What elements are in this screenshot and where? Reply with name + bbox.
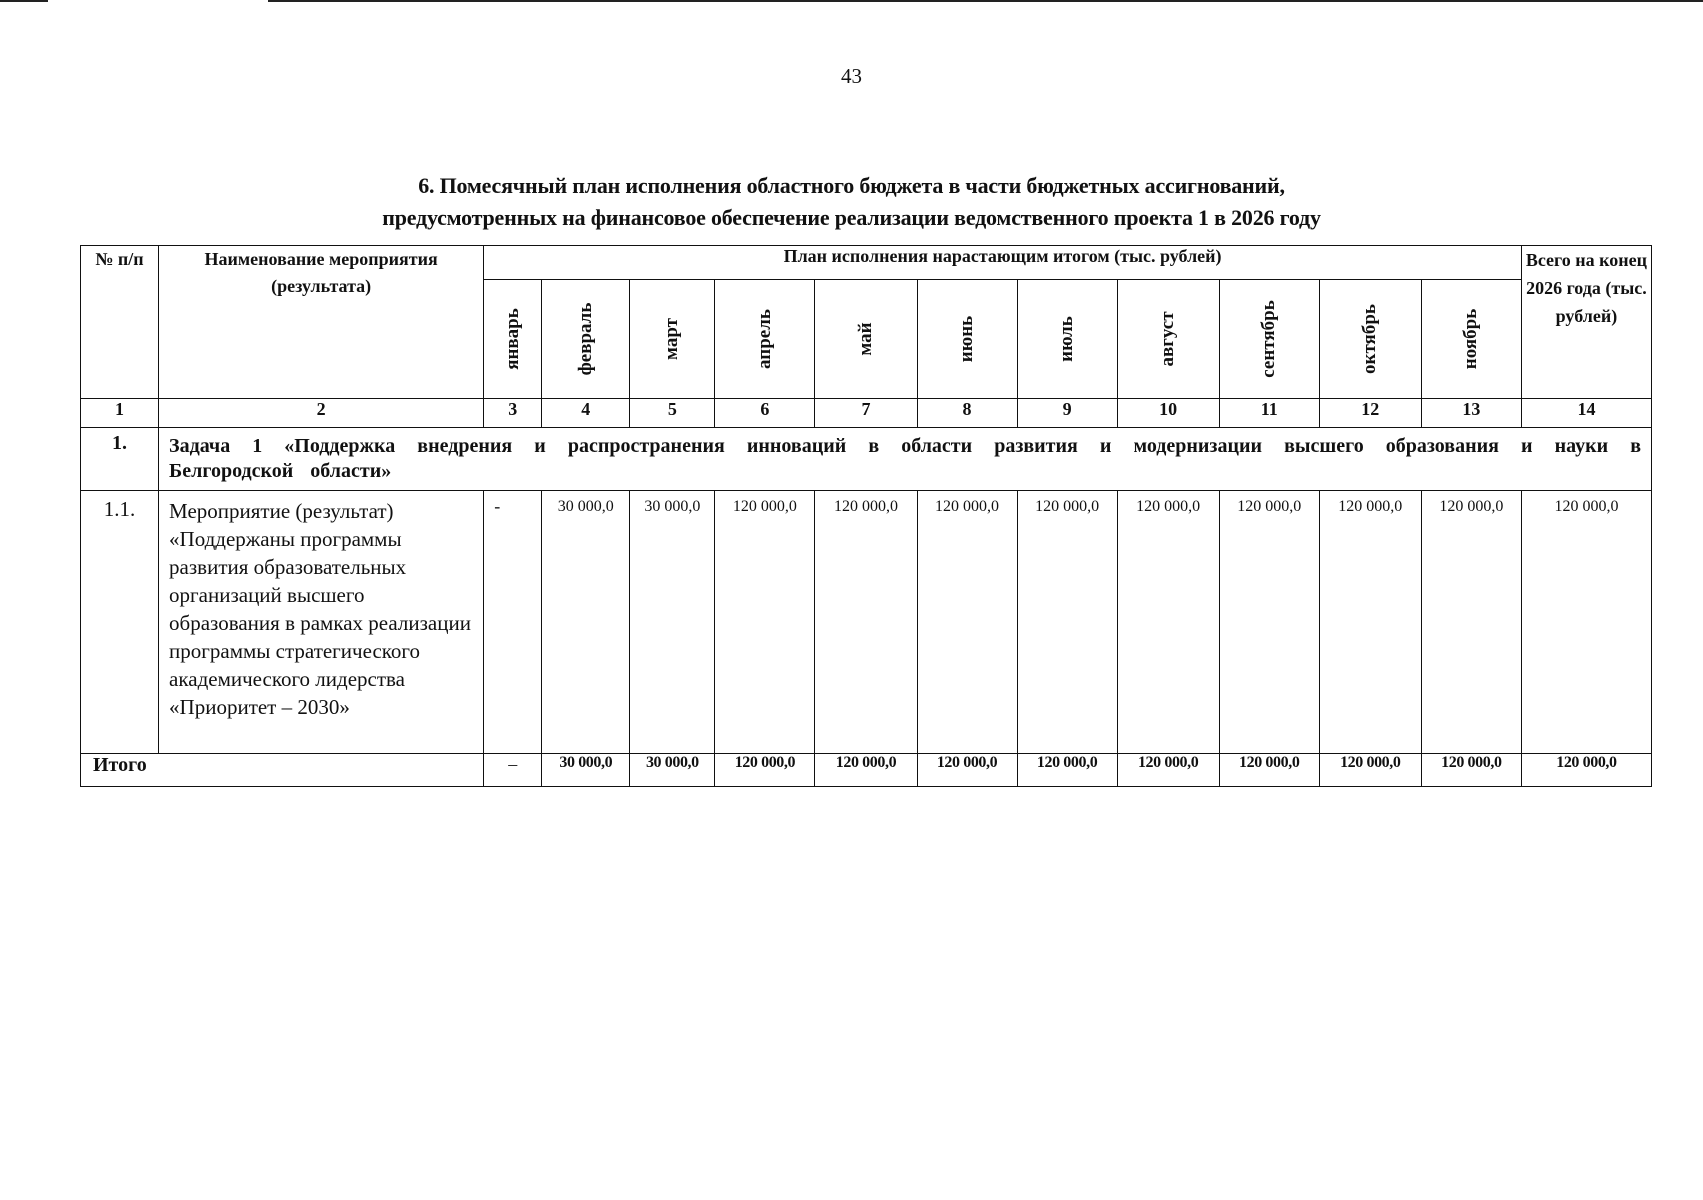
column-number: 12 <box>1319 399 1421 428</box>
month-value: 120 000,0 <box>815 491 917 754</box>
column-number: 4 <box>542 399 630 428</box>
budget-plan-table <box>80 245 1652 787</box>
month-header: ноябрь <box>1421 280 1521 399</box>
total-value: – <box>484 754 542 787</box>
column-number: 8 <box>917 399 1017 428</box>
title-line-2: предусмотренных на финансовое обеспечение реализации ведомственного проекта 1 в 2026 году <box>382 205 1321 230</box>
item-number: 1.1. <box>81 491 159 754</box>
document-title <box>0 170 1703 234</box>
month-header: июль <box>1017 280 1117 399</box>
month-value: 120 000,0 <box>1117 491 1219 754</box>
month-header: апрель <box>715 280 815 399</box>
column-number: 2 <box>159 399 484 428</box>
totals-row <box>81 754 1652 787</box>
month-header: январь <box>484 280 542 399</box>
column-number: 13 <box>1421 399 1521 428</box>
column-number-row <box>81 399 1652 428</box>
scan-edge-mark <box>0 0 48 2</box>
month-value: 120 000,0 <box>1219 491 1319 754</box>
column-number: 3 <box>484 399 542 428</box>
total-value: 120 000,0 <box>715 754 815 787</box>
column-number: 5 <box>630 399 715 428</box>
header-num: № п/п <box>81 246 159 399</box>
month-header: март <box>630 280 715 399</box>
task-number: 1. <box>81 428 159 491</box>
total-value: 30 000,0 <box>630 754 715 787</box>
total-value: 120 000,0 <box>1421 754 1521 787</box>
totals-label: Итого <box>81 754 484 787</box>
item-name: Мероприятие (результат) «Поддержаны программы развития образовательных организаций высшего образования в рамках реализации программы стратегического академического лидерства «Приоритет – 2030» <box>159 491 484 754</box>
column-number: 6 <box>715 399 815 428</box>
column-number: 10 <box>1117 399 1219 428</box>
total-value: 120 000,0 <box>815 754 917 787</box>
month-value: 120 000,0 <box>1319 491 1421 754</box>
month-value: - <box>484 491 542 754</box>
total-value: 30 000,0 <box>542 754 630 787</box>
column-number: 14 <box>1521 399 1651 428</box>
month-value: 30 000,0 <box>542 491 630 754</box>
month-value: 30 000,0 <box>630 491 715 754</box>
total-value: 120 000,0 <box>1219 754 1319 787</box>
scan-edge-mark <box>268 0 1703 2</box>
month-value: 120 000,0 <box>715 491 815 754</box>
grand-total: 120 000,0 <box>1521 754 1651 787</box>
header-name: Наименование мероприятия (результата) <box>159 246 484 399</box>
column-number: 1 <box>81 399 159 428</box>
task-row <box>81 428 1652 491</box>
item-total: 120 000,0 <box>1521 491 1651 754</box>
month-value: 120 000,0 <box>1421 491 1521 754</box>
month-header: октябрь <box>1319 280 1421 399</box>
total-value: 120 000,0 <box>917 754 1017 787</box>
month-header: август <box>1117 280 1219 399</box>
header-total: Всего на конец 2026 года (тыс. рублей) <box>1521 246 1651 399</box>
month-header: май <box>815 280 917 399</box>
total-value: 120 000,0 <box>1117 754 1219 787</box>
month-header: сентябрь <box>1219 280 1319 399</box>
month-value: 120 000,0 <box>917 491 1017 754</box>
column-number: 7 <box>815 399 917 428</box>
column-number: 11 <box>1219 399 1319 428</box>
header-plan: План исполнения нарастающим итогом (тыс. рублей) <box>484 246 1522 280</box>
page-number: 43 <box>841 64 862 88</box>
month-header: февраль <box>542 280 630 399</box>
month-header: июнь <box>917 280 1017 399</box>
header-row-1 <box>81 246 1652 280</box>
task-text: Задача 1 «Поддержка внедрения и распространения инноваций в области развития и модернизации высшего образования и науки в Белгородской области» <box>159 428 1652 491</box>
month-value: 120 000,0 <box>1017 491 1117 754</box>
table-row <box>81 491 1652 754</box>
total-value: 120 000,0 <box>1319 754 1421 787</box>
title-line-1: 6. Помесячный план исполнения областного бюджета в части бюджетных ассигнований, <box>418 173 1285 198</box>
total-value: 120 000,0 <box>1017 754 1117 787</box>
column-number: 9 <box>1017 399 1117 428</box>
